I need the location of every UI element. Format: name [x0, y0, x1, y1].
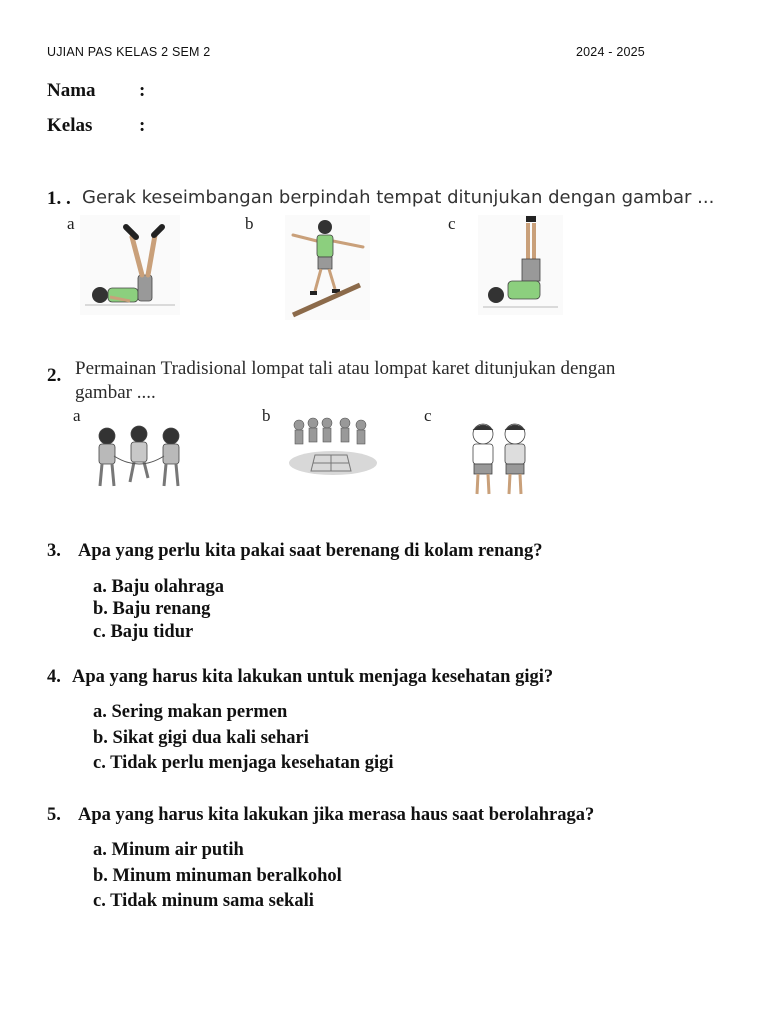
q4-text: Apa yang harus kita lakukan untuk menjaga kesehatan gigi? — [72, 667, 554, 687]
q1-number: 1. . — [47, 188, 71, 209]
q4-option-a: a. Sering makan permen — [93, 702, 288, 722]
q2-text-line2: gambar .... — [75, 382, 156, 403]
q2-option-b-letter: b — [262, 406, 271, 425]
q2-number: 2. — [47, 365, 62, 386]
q2-image-a — [92, 422, 190, 494]
q3-option-b: b. Baju renang — [93, 599, 211, 619]
q5-text: Apa yang harus kita lakukan jika merasa haus saat berolahraga? — [78, 805, 595, 825]
q1-image-a — [80, 215, 180, 315]
q2-option-c-letter: c — [424, 406, 432, 425]
q5-number: 5. — [47, 805, 61, 825]
q1-option-b-letter: b — [245, 214, 254, 233]
name-label: Nama — [47, 80, 96, 101]
q2-image-c — [463, 420, 535, 498]
class-label: Kelas — [47, 115, 93, 136]
name-colon: : — [139, 80, 146, 101]
q1-option-a-letter: a — [67, 214, 75, 233]
q4-number: 4. — [47, 667, 61, 687]
q5-option-b: b. Minum minuman beralkohol — [93, 866, 342, 886]
q3-option-c: c. Baju tidur — [93, 622, 194, 642]
q2-text-line1: Permainan Tradisional lompat tali atau lompat karet ditunjukan dengan — [75, 358, 616, 379]
class-colon: : — [139, 115, 146, 136]
school-year: 2024 - 2025 — [576, 45, 645, 59]
q2-image-b — [287, 415, 379, 477]
q1-option-c-letter: c — [448, 214, 456, 233]
q4-option-c: c. Tidak perlu menjaga kesehatan gigi — [93, 753, 394, 773]
q3-option-a: a. Baju olahraga — [93, 577, 225, 597]
q3-text: Apa yang perlu kita pakai saat berenang di kolam renang? — [78, 541, 543, 561]
q2-option-a-letter: a — [73, 406, 81, 425]
q3-number: 3. — [47, 541, 61, 561]
exam-title: UJIAN PAS KELAS 2 SEM 2 — [47, 45, 211, 59]
q5-option-a: a. Minum air putih — [93, 840, 244, 860]
q1-text: Gerak keseimbangan berpindah tempat ditunjukan dengan gambar ... — [82, 187, 715, 208]
q5-option-c: c. Tidak minum sama sekali — [93, 891, 314, 911]
q1-image-c — [478, 215, 563, 315]
q4-option-b: b. Sikat gigi dua kali sehari — [93, 728, 309, 748]
q1-image-b — [285, 215, 370, 320]
